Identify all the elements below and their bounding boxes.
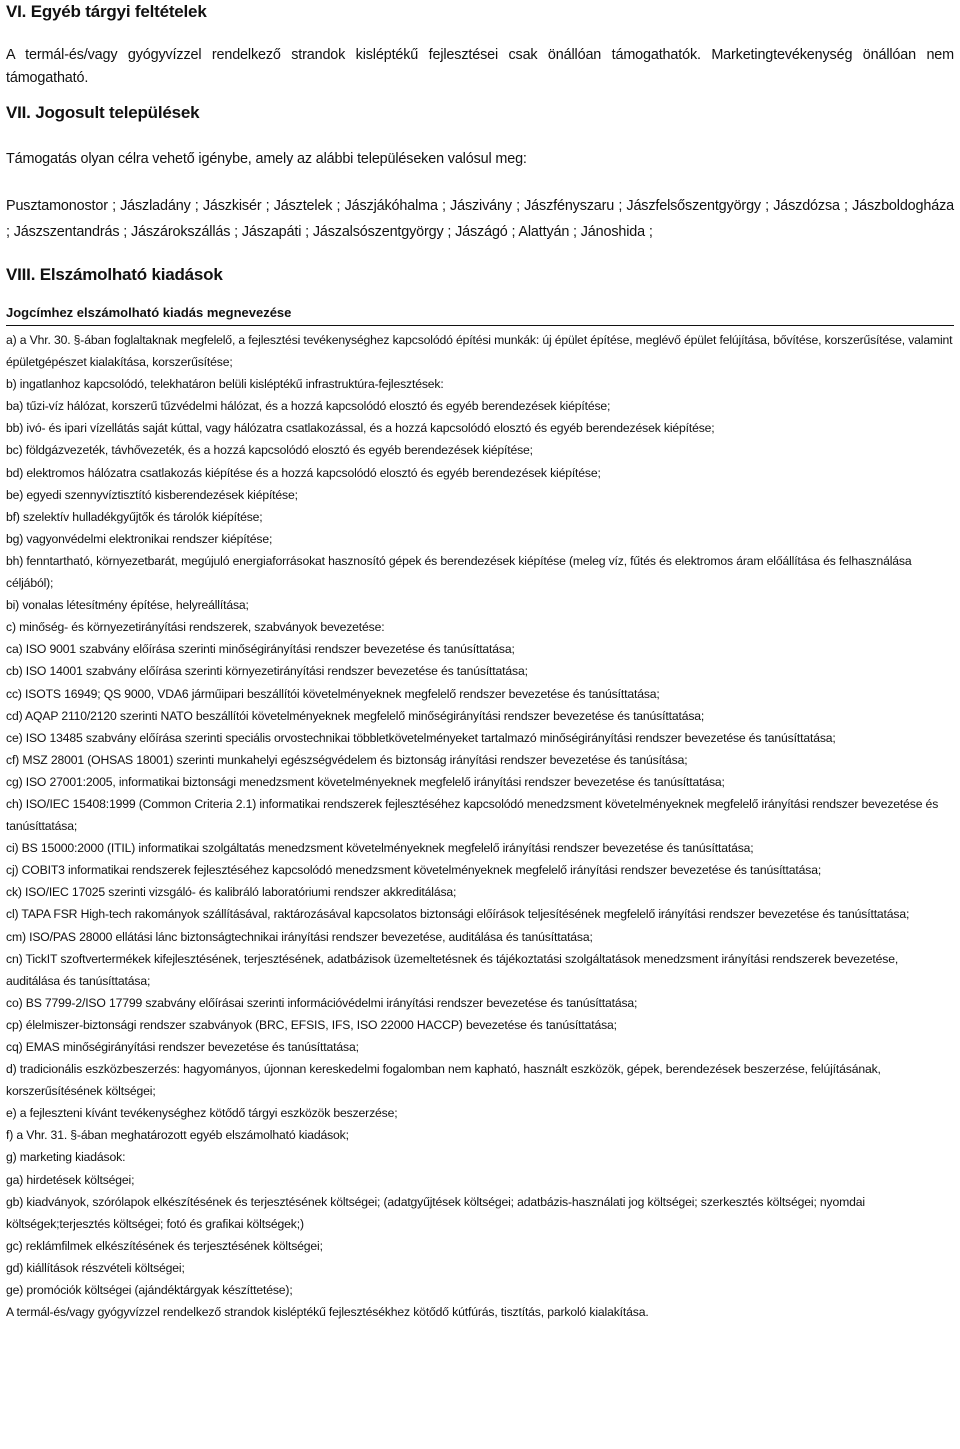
- expense-item: a) a Vhr. 30. §-ában foglaltaknak megfelelő, a fejlesztési tevékenységhez kapcsolódó építési munkák: új épület építése, meglévő épület felújítása, bővítése, korszerűsítése, valamint épületgépészet kialakítása, korszerűsítése;: [6, 333, 953, 370]
- expense-table-header: Jogcímhez elszámolható kiadás megnevezése: [6, 304, 954, 326]
- expense-item: c) minőség- és környezetirányítási rendszerek, szabványok bevezetése:: [6, 620, 385, 635]
- expense-item: cc) ISOTS 16949; QS 9000, VDA6 járműipari beszállítói követelményeknek megfelelő rendszer bevezetése és tanúsíttatása;: [6, 686, 660, 701]
- expense-item: cm) ISO/PAS 28000 ellátási lánc biztonságtechnikai irányítási rendszer bevezetése, auditálása és tanúsíttatása;: [6, 929, 593, 944]
- section-7-title: VII. Jogosult települések: [6, 103, 200, 122]
- expense-item: cq) EMAS minőségirányítási rendszer bevezetése és tanúsíttatása;: [6, 1040, 359, 1054]
- section-7-intro: Támogatás olyan célra vehető igénybe, amely az alábbi településeken valósul meg:: [6, 151, 527, 167]
- expense-item: cj) COBIT3 informatikai rendszerek fejlesztéséhez kapcsolódó menedzsment követelményeknek megfelelő irányítási rendszer bevezetése és tanúsíttatása;: [6, 863, 822, 878]
- expense-item: be) egyedi szennyvíztisztító kisberendezések kiépítése;: [6, 487, 298, 502]
- expense-item: ce) ISO 13485 szabvány előírása szerinti speciális orvostechnikai többletkövetelményeket tartalmazó minőségirányítási rendszer bevezetése és tanúsíttatása;: [6, 730, 836, 745]
- expense-item: ga) hirdetések költségei;: [6, 1172, 135, 1187]
- expense-list: [6, 329, 954, 1301]
- expense-item: bb) ivó- és ipari vízellátás saját kúttal, vagy hálózatra csatlakozással, és a hozzá kapcsolódó elosztó és egyéb berendezések kiépítése;: [6, 421, 715, 436]
- expense-item: ch) ISO/IEC 15408:1999 (Common Criteria 2.1) informatikai rendszerek fejlesztéséhez kapcsolódó menedzsment követelményeknek megfelelő irányítási rendszer bevezetése és tanúsíttatása;: [6, 796, 939, 834]
- expense-item: cn) TickIT szoftvertermékek kifejlesztésének, terjesztésének, adatbázisok üzemeltetésnek és tájékoztatási szolgáltatások menedzsment irányítási rendszerek bevezetése, auditálása és tanúsíttatása;: [6, 951, 899, 988]
- expense-item: ca) ISO 9001 szabvány előírása szerinti minőségirányítási rendszer bevezetése és tanúsíttatása;: [6, 642, 515, 657]
- expense-item: cb) ISO 14001 szabvány előírása szerinti környezetirányítási rendszer bevezetése és tanúsíttatása;: [6, 664, 528, 679]
- expense-item: bc) földgázvezeték, távhővezeték, és a hozzá kapcsolódó elosztó és egyéb berendezések kiépítése;: [6, 443, 533, 458]
- expense-item: cp) élelmiszer-biztonsági rendszer szabványok (BRC, EFSIS, IFS, ISO 22000 HACCP) bevezetése és tanúsíttatása;: [6, 1017, 617, 1032]
- section-6-text: A termál-és/vagy gyógyvízzel rendelkező strandok kisléptékű fejlesztései csak önállóan támogathatók. Marketingtevékenység önállóan nem támogatható.: [6, 47, 954, 86]
- expense-item: cf) MSZ 28001 (OHSAS 18001) szerinti munkahelyi egészségvédelem és biztonság irányítási rendszer bevezetése és tanúsítása;: [6, 752, 688, 767]
- expense-item: cd) AQAP 2110/2120 szerinti NATO beszállítói követelményeknek megfelelő minőségirányítási rendszer bevezetése és tanúsíttatása;: [6, 708, 705, 723]
- expense-item: co) BS 7799-2/ISO 17799 szabvány előírásai szerinti információvédelmi irányítási rendszer bevezetése és tanúsíttatása;: [6, 995, 638, 1010]
- expense-item: ba) tűzi-víz hálózat, korszerű tűzvédelmi hálózat, és a hozzá kapcsolódó elosztó és egyéb berendezések kiépítése;: [6, 399, 611, 414]
- expense-item: ci) BS 15000:2000 (ITIL) informatikai szolgáltatás menedzsment követelményeknek megfelelő irányítási rendszer bevezetése és tanúsíttatása;: [6, 841, 754, 856]
- expense-item: d) tradicionális eszközbeszerzés: hagyományos, újonnan kereskedelmi fogalomban nem kapható, használt eszközök, gépek, berendezések beszerzése, felújításának, korszerűsítésének költségei;: [6, 1062, 881, 1099]
- expense-item: bd) elektromos hálózatra csatlakozás kiépítése és a hozzá kapcsolódó elosztó és egyéb berendezések kiépítése;: [6, 465, 601, 480]
- section-8-title: VIII. Elszámolható kiadások: [6, 265, 223, 284]
- expense-item: gb) kiadványok, szórólapok elkészítésének és terjesztésének költségei; (adatgyűjtések költségei; adatbázis-használati jog költségei; szerkesztés költségei; nyomdai költségek;terjesztés költségei; fotó és grafikai költségek;): [6, 1194, 865, 1231]
- section-6-title: VI. Egyéb tárgyi feltételek: [6, 2, 207, 21]
- expense-item: cl) TAPA FSR High-tech rakományok szállításával, raktározásával kapcsolatos biztonsági előírások teljesítésének megfelelő irányítási rendszer bevezetése és tanúsíttatása;: [6, 907, 910, 922]
- expense-item: gc) reklámfilmek elkészítésének és terjesztésének költségei;: [6, 1238, 323, 1253]
- expense-item: f) a Vhr. 31. §-ában meghatározott egyéb elszámolható kiadások;: [6, 1128, 349, 1143]
- expense-item: bi) vonalas létesítmény építése, helyreállítása;: [6, 598, 249, 613]
- expense-item: gd) kiállítások részvételi költségei;: [6, 1260, 185, 1275]
- closing-note: A termál-és/vagy gyógyvízzel rendelkező strandok kisléptékű fejlesztésékhez kötődő kútfúrás, tisztítás, parkoló kialakítása.: [6, 1305, 649, 1320]
- expense-item: g) marketing kiadások:: [6, 1150, 126, 1165]
- expense-item: ge) promóciók költségei (ajándéktárgyak készíttetése);: [6, 1283, 293, 1298]
- expense-item: e) a fejleszteni kívánt tevékenységhez kötődő tárgyi eszközök beszerzése;: [6, 1106, 398, 1121]
- expense-item: b) ingatlanhoz kapcsolódó, telekhatáron belüli kisléptékű infrastruktúra-fejlesztések:: [6, 377, 444, 392]
- expense-item: ck) ISO/IEC 17025 szerinti vizsgáló- és kalibráló laboratóriumi rendszer akkreditálása;: [6, 885, 457, 900]
- expense-item: cg) ISO 27001:2005, informatikai biztonsági menedzsment követelményeknek megfelelő irányítási rendszer bevezetése és tanúsíttatása;: [6, 774, 725, 789]
- section-7-towns: Pusztamonostor ; Jászladány ; Jászkisér ; Jásztelek ; Jászjákóhalma ; Jászivány ; Jászfényszaru ; Jászfelsőszentgyörgy ; Jászdózsa ; Jászboldogháza ; Jászszentandrás ; Jászárokszállás ; Jászapáti ; Jászalsószentgyörgy ; Jászágó ; Alattyán ; Jánoshida ;: [6, 198, 954, 240]
- expense-item: bf) szelektív hulladékgyűjtők és tárolók kiépítése;: [6, 509, 263, 524]
- expense-item: bh) fenntartható, környezetbarát, megújuló energiaforrásokat hasznosító gépek és berendezések kiépítése (meleg víz, fűtés és elektromos áram előállítása és felhasználása céljából);: [6, 553, 912, 591]
- expense-item: bg) vagyonvédelmi elektronikai rendszer kiépítése;: [6, 531, 273, 546]
